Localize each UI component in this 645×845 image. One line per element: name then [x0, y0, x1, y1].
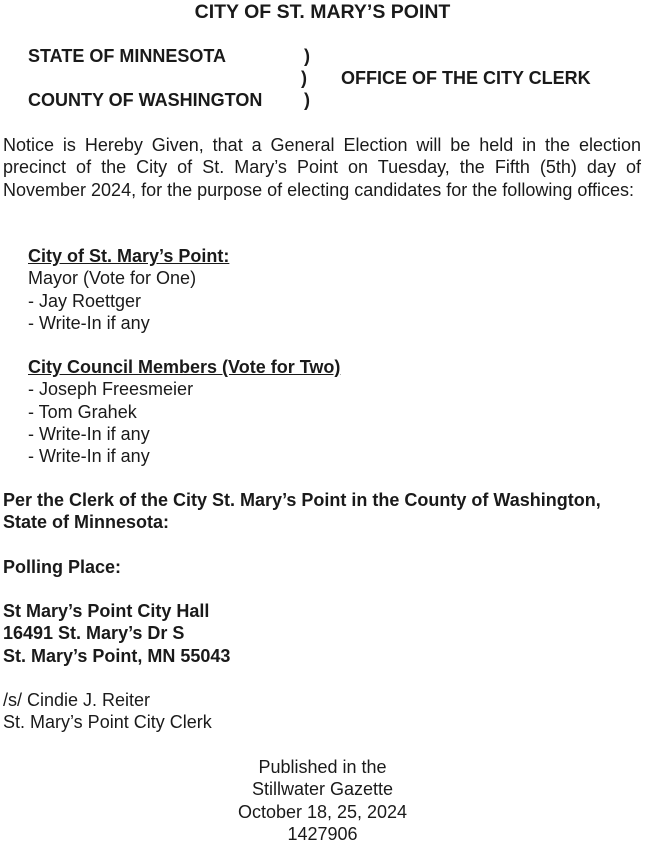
publication-dates: October 18, 25, 2024: [237, 801, 408, 822]
clerk-statement: [3, 489, 643, 534]
candidate-item: - Joseph Freesmeier: [28, 379, 194, 400]
publication-line: Published in the: [258, 757, 387, 777]
candidate-item: - Write-In if any: [28, 312, 150, 333]
clerk-statement-line: Per the Clerk of the City St. Mary’s Point in the County of Washington,: [3, 490, 601, 510]
candidate-item: - Jay Roettger: [28, 290, 142, 311]
polling-address: [3, 600, 643, 667]
council-heading: City Council Members (Vote for Two): [28, 357, 341, 377]
publication-paper: Stillwater Gazette: [251, 779, 394, 800]
mayor-heading: City of St. Mary’s Point:: [28, 246, 230, 266]
address-line: St. Mary’s Point, MN 55043: [3, 645, 231, 666]
address-line: St Mary’s Point City Hall: [3, 601, 210, 621]
publication-id: 1427906: [287, 823, 358, 844]
county-label: COUNTY OF WASHINGTON: [28, 90, 263, 110]
signature-name: /s/ Cindie J. Reiter: [3, 690, 151, 710]
polling-place-label: Polling Place:: [3, 557, 122, 577]
signature-block: [3, 689, 643, 734]
office-label: OFFICE OF THE CITY CLERK: [341, 68, 591, 88]
caption-paren-3: ): [304, 90, 310, 110]
signature-title: St. Mary’s Point City Clerk: [3, 712, 212, 733]
candidate-item: - Tom Grahek: [28, 401, 137, 422]
notice-paragraph: Notice is Hereby Given, that a General Election will be held in the election precinct of the City of St. Mary’s Point on Tuesday, the Fifth (5th) day of November 2024, for the purpose of electing candidates for the following offices:: [3, 135, 641, 200]
mayor-section: [28, 245, 628, 334]
state-label: STATE OF MINNESOTA: [28, 46, 226, 66]
mayor-office: Mayor (Vote for One): [28, 268, 197, 289]
clerk-statement-line: State of Minnesota:: [3, 512, 170, 533]
page-title: CITY OF ST. MARY’S POINT: [194, 1, 451, 23]
council-section: [28, 356, 628, 467]
caption-paren-1: ): [304, 46, 310, 66]
candidate-item: - Write-In if any: [28, 446, 150, 467]
address-line: 16491 St. Mary’s Dr S: [3, 623, 185, 644]
candidate-item: - Write-In if any: [28, 423, 150, 444]
publication-info: [0, 756, 645, 845]
caption-paren-2: ): [301, 68, 307, 88]
